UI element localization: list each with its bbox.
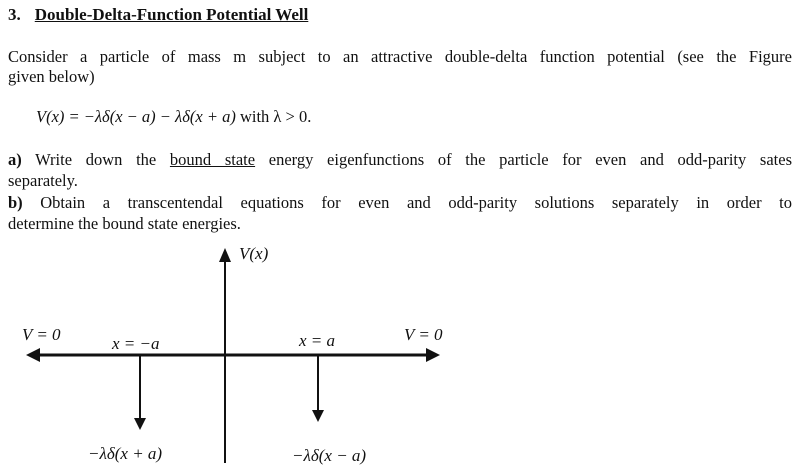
x-axis-right-arrowhead [426, 348, 440, 362]
problem-number: 3. [8, 5, 21, 24]
part-b-line-1 [8, 193, 792, 213]
part-a-line-2: separately. [8, 171, 78, 190]
part-a-text-before: Write down the [35, 150, 157, 169]
right-delta-arrowhead [312, 410, 324, 422]
y-axis-label: V(x) [239, 244, 269, 263]
intro-line-1: Consider a particle of mass m subject to an attractive double-delta function potential (see the Figure [8, 47, 792, 66]
left-delta-arrowhead [134, 418, 146, 430]
x-axis-left-arrowhead [26, 348, 40, 362]
part-a-line-1 [8, 150, 792, 170]
left-region-label: V = 0 [22, 325, 61, 344]
potential-figure-svg [0, 238, 797, 471]
part-a-underlined: bound state [169, 150, 256, 169]
part-b-text: Obtain a transcentendal equations for even and odd-parity solutions separately in order to [40, 193, 792, 212]
potential-formula: V(x) = −λδ(x − a) − λδ(x + a) [36, 107, 236, 126]
right-delta-label: −λδ(x − a) [292, 446, 367, 465]
potential-equation [36, 107, 311, 127]
problem-heading [8, 5, 308, 25]
right-region-label: V = 0 [404, 325, 443, 344]
intro-line-2: given below) [8, 67, 95, 86]
part-a-label: a) [8, 150, 22, 169]
left-position-label: x = −a [112, 334, 160, 353]
potential-condition: with λ > 0. [239, 107, 312, 126]
part-a-text-after: energy eigenfunctions of the particle for even and odd-parity sates [268, 150, 793, 169]
right-position-label: x = a [299, 331, 336, 350]
part-b-label: b) [8, 193, 23, 212]
problem-title: Double-Delta-Function Potential Well [34, 5, 309, 24]
left-delta-label: −λδ(x + a) [88, 444, 163, 463]
y-axis-arrowhead [219, 248, 231, 262]
part-b-line-2: determine the bound state energies. [8, 214, 241, 233]
potential-figure [0, 238, 797, 471]
